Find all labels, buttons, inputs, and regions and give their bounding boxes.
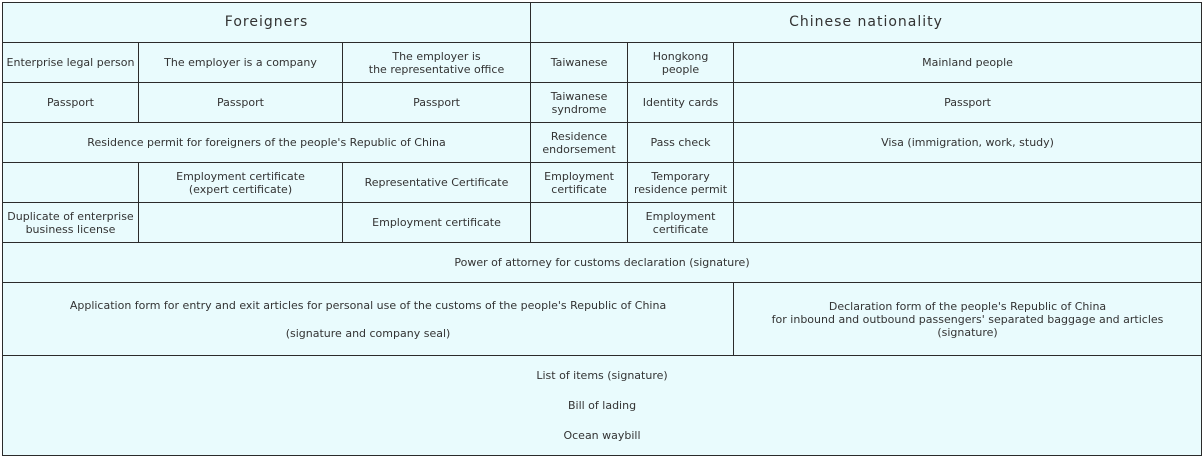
cell-temporary-residence-permit: Temporary residence permit (628, 163, 734, 203)
cell-visa: Visa (immigration, work, study) (734, 123, 1202, 163)
header-chinese-nationality: Chinese nationality (531, 3, 1202, 43)
cell-passport-rep-office: Passport (343, 83, 531, 123)
cell-residence-endorsement: Residence endorsement (531, 123, 628, 163)
cell-pass-check: Pass check (628, 123, 734, 163)
application-form-stack (6, 299, 730, 340)
list-of-items: List of items (signature) (536, 369, 668, 382)
cell-identity-cards: Identity cards (628, 83, 734, 123)
cell-passport-mainland: Passport (734, 83, 1202, 123)
cell-declaration-form: Declaration form of the people's Republic of China for inbound and outbound passengers' separated baggage and articles (signature) (734, 283, 1202, 356)
cell-employment-expert-certificate: Employment certificate (expert certificate) (139, 163, 343, 203)
cell-application-form (3, 283, 734, 356)
cell-empty-taiwanese-r5 (531, 203, 628, 243)
cell-employer-rep-office: The employer is the representative office (343, 43, 531, 83)
cell-employment-certificate-hk: Employment certificate (628, 203, 734, 243)
cell-shipping-documents (3, 356, 1202, 456)
cell-empty-company-r5 (139, 203, 343, 243)
cell-representative-certificate: Representative Certificate (343, 163, 531, 203)
cell-employment-certificate-taiwanese: Employment certificate (531, 163, 628, 203)
cell-enterprise-legal-person: Enterprise legal person (3, 43, 139, 83)
header-foreigners: Foreigners (3, 3, 531, 43)
cell-taiwanese-syndrome: Taiwanese syndrome (531, 83, 628, 123)
ocean-waybill: Ocean waybill (563, 429, 641, 442)
cell-passport-company: Passport (139, 83, 343, 123)
cell-hongkong-people: Hongkong people (628, 43, 734, 83)
application-form-note: (signature and company seal) (285, 326, 451, 340)
cell-power-of-attorney: Power of attorney for customs declaration (signature) (3, 243, 1202, 283)
cell-mainland-people: Mainland people (734, 43, 1202, 83)
cell-empty-mainland-r4 (734, 163, 1202, 203)
cell-business-license-duplicate: Duplicate of enterprise business license (3, 203, 139, 243)
bill-of-lading: Bill of lading (567, 399, 637, 412)
documents-table (2, 2, 1202, 456)
cell-residence-permit: Residence permit for foreigners of the people's Republic of China (3, 123, 531, 163)
cell-employment-certificate-rep: Employment certificate (343, 203, 531, 243)
cell-empty-mainland-r5 (734, 203, 1202, 243)
cell-taiwanese: Taiwanese (531, 43, 628, 83)
shipping-documents-stack (6, 369, 1198, 442)
cell-empty-legal-person-r4 (3, 163, 139, 203)
cell-employer-company: The employer is a company (139, 43, 343, 83)
cell-passport-legal-person: Passport (3, 83, 139, 123)
application-form-title: Application form for entry and exit articles for personal use of the customs of the people's Republic of China (69, 298, 667, 312)
